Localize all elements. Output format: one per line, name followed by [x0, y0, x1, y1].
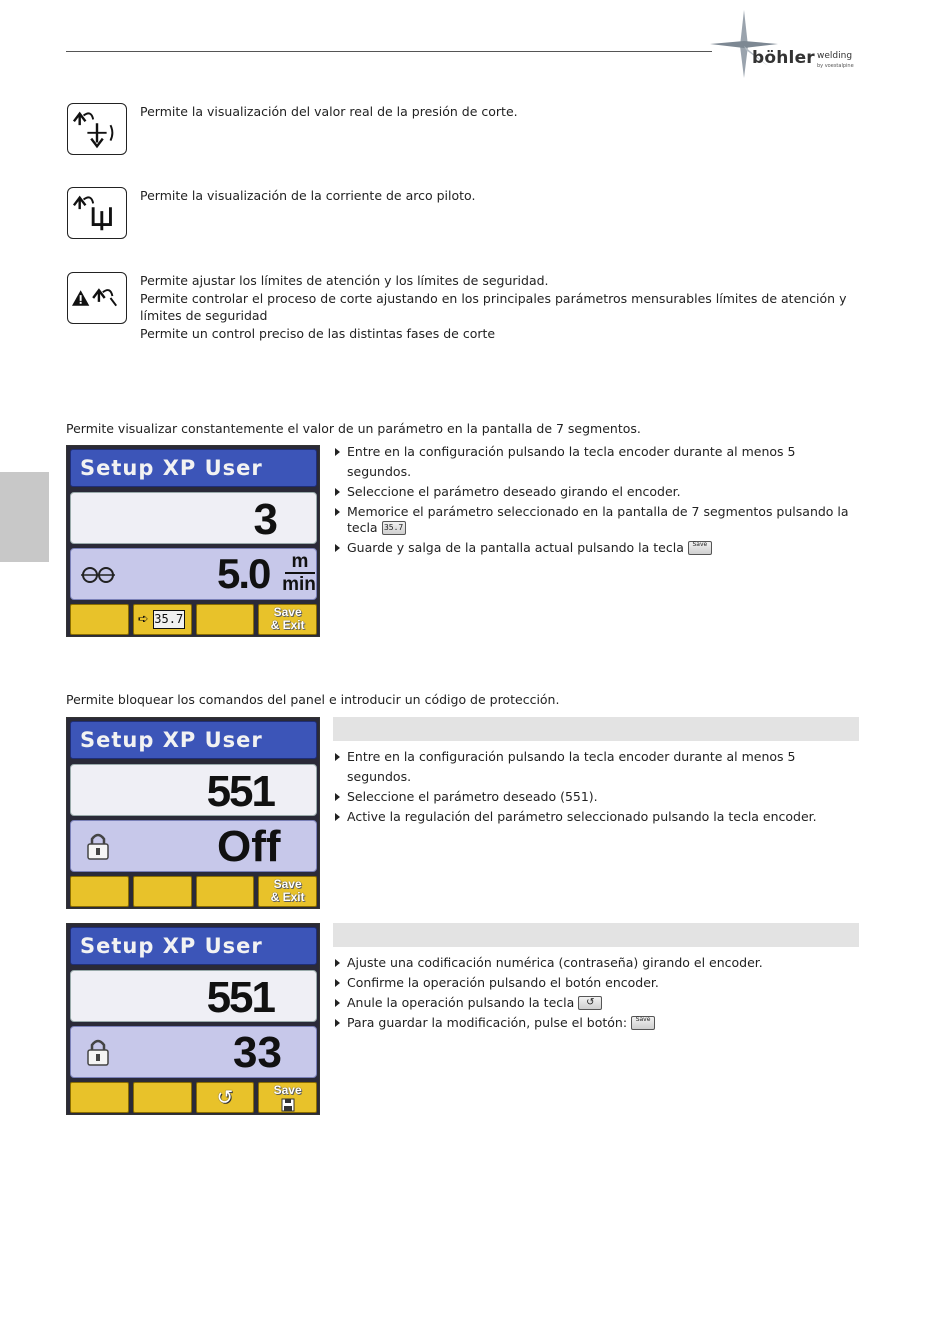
item-3-line-3: Permite un control preciso de las distintas fases de corte: [140, 325, 496, 341]
save-key-icon: Save: [631, 1016, 655, 1030]
section-1-steps: [333, 442, 863, 558]
section-3-step: Para guardar la modificación, pulse el botón: Save: [333, 1013, 863, 1033]
item-1-text: Permite la visualización del valor real de la presión de corte.: [140, 104, 518, 119]
lcd-softkeys: [70, 876, 317, 907]
section-1-step: Memorice el parámetro seleccionado en la pantalla de 7 segmentos pulsando la tecla 35.7: [333, 502, 863, 538]
save-exit-label: Save & Exit: [270, 605, 305, 632]
save-label: Save: [273, 1083, 302, 1097]
wire-feed-icon: [81, 563, 115, 587]
lcd-param-row: [70, 764, 317, 816]
section-3-step: Ajuste una codificación numérica (contraseña) girando el encoder.: [333, 953, 863, 973]
bohler-logo-icon: [708, 8, 868, 80]
brand-suffix: welding: [817, 51, 853, 61]
lcd-header: [70, 927, 317, 965]
softkey-3[interactable]: [196, 604, 255, 635]
lcd-value-row: [70, 1026, 317, 1078]
lcd-title: Setup XP User: [80, 934, 263, 958]
softkey-2[interactable]: [133, 876, 192, 907]
softkey-undo[interactable]: [196, 1082, 255, 1113]
section-2-step: Seleccione el parámetro deseado (551).: [333, 787, 863, 807]
lcd-unit-top: m: [285, 551, 315, 574]
lcd-param-value: 551: [206, 973, 274, 1022]
undo-key-icon: ↺: [578, 996, 602, 1010]
side-tab: [0, 472, 49, 562]
pilot-arc-current-icon: [67, 187, 127, 239]
section-1-step: Guarde y salga de la pantalla actual pulsando la tecla Save: [333, 538, 863, 558]
section-2-intro: Permite bloquear los comandos del panel e introducir un código de protección.: [66, 692, 560, 707]
lcd-title: Setup XP User: [80, 456, 263, 480]
softkey-2[interactable]: [133, 1082, 192, 1113]
lcd-header: [70, 449, 317, 487]
undo-icon: ↺: [216, 1087, 234, 1109]
brand-name: böhler: [752, 48, 815, 68]
floppy-disk-icon: [281, 1098, 295, 1112]
section-1-step: Entre en la configuración pulsando la tecla encoder durante al menos 5 segundos.: [333, 442, 863, 482]
section-3-steps: [333, 953, 863, 1033]
lcd-header: [70, 721, 317, 759]
item-3-line-1: Permite ajustar los límites de atención y los límites de seguridad.: [140, 273, 549, 288]
lcd-unit-bottom: min: [282, 574, 316, 595]
lcd-value-row: [70, 820, 317, 872]
section-2-steps: [333, 747, 863, 827]
lcd-softkeys: [70, 1082, 317, 1113]
softkey-7seg[interactable]: [133, 604, 192, 635]
section-3-step: Anule la operación pulsando la tecla ↺: [333, 993, 863, 1013]
lcd-main-value: Off: [217, 822, 281, 871]
save-key-icon: Save: [688, 541, 712, 555]
softkey-1[interactable]: [70, 876, 129, 907]
item-2-text: Permite la visualización de la corriente de arco piloto.: [140, 188, 476, 203]
lcd-param-value: 3: [253, 495, 278, 544]
arrow-right-icon: ➪: [137, 611, 149, 626]
softkey-save-exit[interactable]: [258, 876, 317, 907]
section-2-bar: [333, 717, 859, 741]
lcd-softkeys: [70, 604, 317, 635]
lcd-main-value: 33: [233, 1028, 282, 1077]
lcd-param-row: [70, 492, 317, 544]
softkey-save-exit[interactable]: [258, 604, 317, 635]
warning-limits-icon: [67, 272, 127, 324]
softkey-save[interactable]: [258, 1082, 317, 1113]
section-3-step: Confirme la operación pulsando el botón encoder.: [333, 973, 863, 993]
lock-icon: [85, 831, 111, 861]
lcd-param-value: 551: [206, 767, 274, 816]
section-3-bar: [333, 923, 859, 947]
lcd-screen-2: [66, 717, 320, 909]
softkey-1[interactable]: [70, 1082, 129, 1113]
softkey-1[interactable]: [70, 604, 129, 635]
section-1-step: Seleccione el parámetro deseado girando el encoder.: [333, 482, 863, 502]
item-3-text: [140, 272, 855, 342]
seven-seg-key-label: 35.7: [153, 610, 185, 629]
section-1-intro: Permite visualizar constantemente el valor de un parámetro en la pantalla de 7 segmentos.: [66, 421, 641, 436]
lock-icon: [85, 1037, 111, 1067]
save-exit-label: Save & Exit: [270, 877, 305, 904]
lcd-param-row: [70, 970, 317, 1022]
lcd-screen-1: [66, 445, 320, 637]
seven-seg-key-icon: 35.7: [382, 521, 406, 535]
softkey-3[interactable]: [196, 876, 255, 907]
lcd-main-value: 5.0: [217, 550, 270, 597]
section-2-step: Active la regulación del parámetro seleccionado pulsando la tecla encoder.: [333, 807, 863, 827]
item-3-line-2: Permite controlar el proceso de corte ajustando en los principales parámetros mensurables límites de atención y límites de seguridad: [140, 290, 847, 323]
cut-pressure-icon: [67, 103, 127, 155]
brand-tagline: by voestalpine: [817, 63, 854, 69]
lcd-title: Setup XP User: [80, 728, 263, 752]
header-rule: [66, 51, 712, 52]
section-2-step: Entre en la configuración pulsando la tecla encoder durante al menos 5 segundos.: [333, 747, 863, 787]
lcd-value-row: [70, 548, 317, 600]
lcd-screen-3: [66, 923, 320, 1115]
